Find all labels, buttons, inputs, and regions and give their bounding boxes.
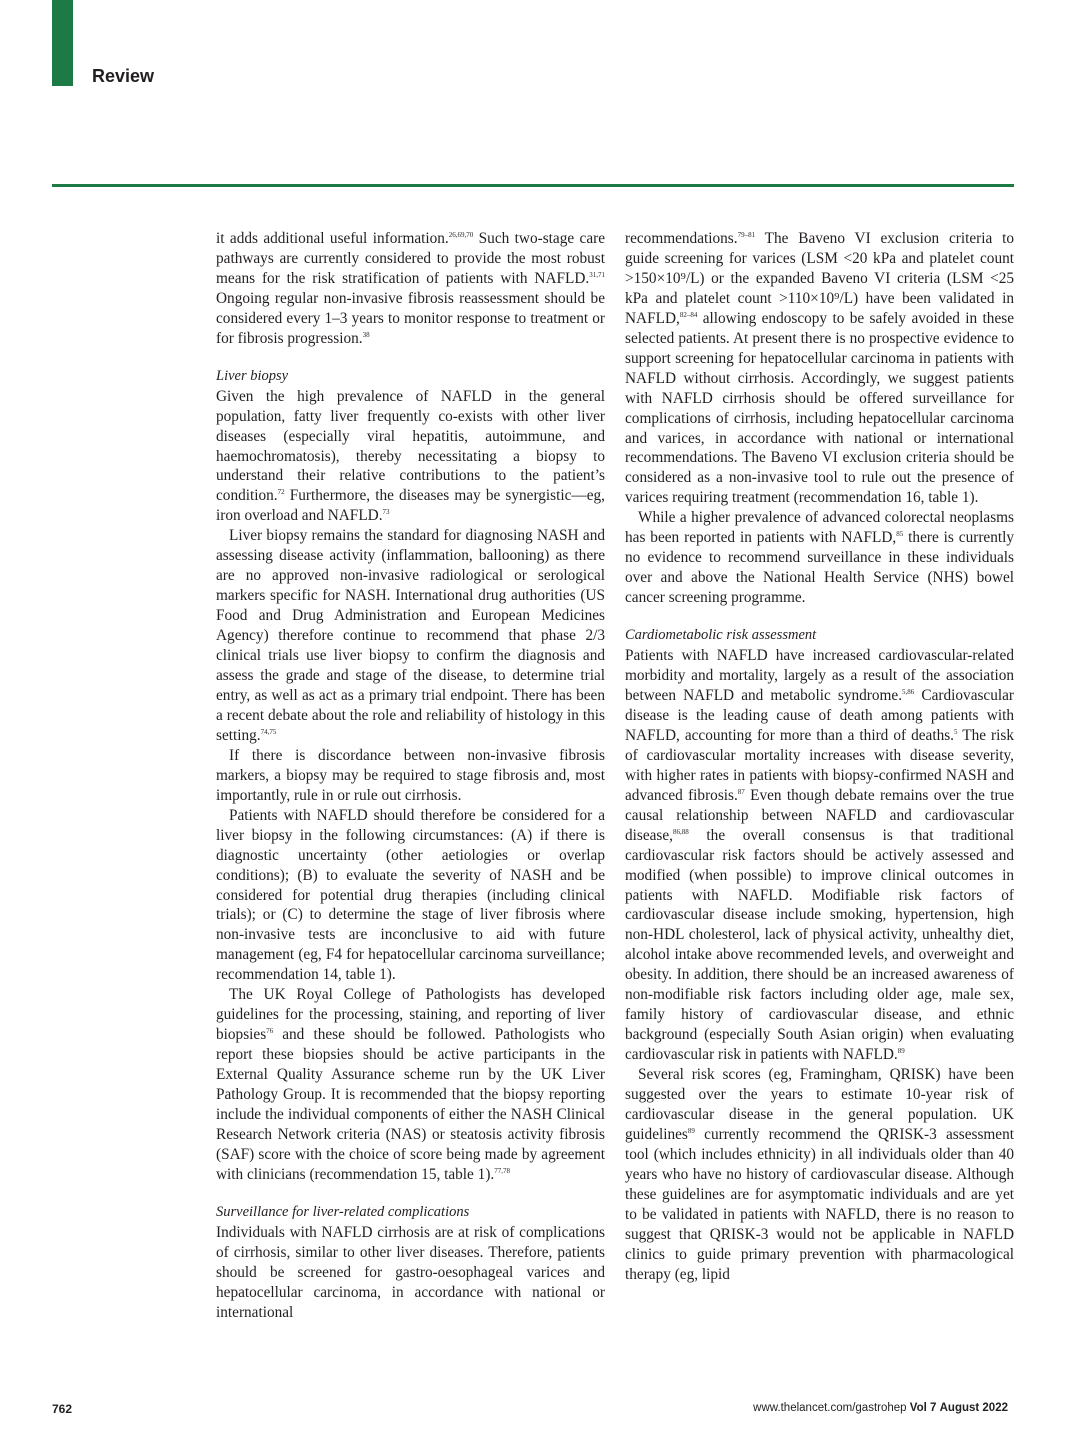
citation: 89	[897, 1047, 905, 1056]
paragraph: it adds additional useful information.$^{26,69,70}$ Such two-stage care pathways are currently considered to provide the most robust means for the risk stratification of patients with NAFLD.$^{31,71}$ Ongoing regular non-invasive fibrosis reassessment should be considered every 1–3 years to monitor response to treatment or for fibrosis progression.$^{38}$	[216, 230, 606, 347]
citation: 72	[277, 488, 285, 497]
citation: 82–84	[679, 310, 698, 319]
paragraph: recommendations.$^{79-81}$ The Baveno VI exclusion criteria to guide screening for varices (LSM <20 kPa and platelet count >150×10⁹/L) or the expanded Baveno VI criteria (LSM <25 kPa and platelet count >110×10⁹/L) have been validated in NAFLD,$^{82-84}$ allowing endoscopy to be safely avoided in these selected patients. At present there is no prospective evidence to support screening for hepatocellular carcinoma in patients with NAFLD without cirrhosis. Accordingly, we suggest patients with NAFLD cirrhosis should be offered surveillance for complications of cirrhosis, including hepatocellular carcinoma and varices, in accordance with national or international recommendations. The Baveno VI exclusion criteria should be considered as a non-invasive tool to rule out the presence of varices requiring treatment (recommendation 16, table 1).	[625, 230, 1014, 507]
paragraph: Liver biopsy remains the standard for diagnosing NASH and assessing disease activity (inflammation, ballooning) as there are no approved non-invasive radiological or serological markers specific for NASH. International drug authorities (US Food and Drug Administration and European Medicines Agency) therefore continue to recommend that phase 2/3 clinical trials use liver biopsy to confirm the diagnosis and assess the grade and stage of the disease, to determine trial entry, as well as act as a primary trial endpoint. There has been a recent debate about the role and reliability of histology in this setting.$^{74,75}$	[216, 527, 605, 744]
citation: 74,75	[260, 727, 277, 736]
volume: Vol 7	[909, 1402, 937, 1414]
paragraph: Individuals with NAFLD cirrhosis are at risk of complications of cirrhosis, similar to other liver diseases. Therefore, patients should be screened for gastro-oesophageal varices and hepatocellular carcinoma, in accordance with national or international	[216, 1223, 605, 1321]
journal-url-link[interactable]: www.thelancet.com/gastrohep	[753, 1402, 907, 1414]
citation: 89	[687, 1126, 695, 1135]
citation: 85	[896, 530, 904, 539]
section-color-bar	[52, 0, 73, 86]
header-rule	[52, 184, 1014, 187]
paragraph: Given the high prevalence of NAFLD in the general population, fatty liver frequently co-exists with other liver diseases (especially viral hepatitis, autoimmune, and haemochromatosis), thereby necessitating a biopsy to understand their relative contributions to the patient’s condition.$^{72}$ Furthermore, the diseases may be synergistic—eg, iron overload and NAFLD.$^{73}$	[216, 387, 605, 525]
issue-date: August 2022	[939, 1402, 1008, 1414]
subheading-liver-biopsy: Liver biopsy	[216, 367, 289, 384]
paragraph: The UK Royal College of Pathologists has developed guidelines for the processing, staining, and reporting of liver biopsies$^{76}$ and these should be followed. Pathologists who report these biopsies should be active participants in the External Quality Assurance scheme run by the UK Liver Pathology Group. It is recommended that the biopsy reporting include the individual components of either the NASH Clinical Research Network criteria (NAS) or steatosis activity fibrosis (SAF) score with the choice of score being made by agreement with clinicians (recommendation 15, table 1).$^{77,78}$	[216, 986, 605, 1183]
subheading-surveillance: Surveillance for liver-related complications	[216, 1203, 470, 1220]
journal-footer	[753, 1402, 1008, 1414]
citation: 79–81	[737, 230, 756, 239]
paragraph: If there is discordance between non-invasive fibrosis markers, a biopsy may be required to stage fibrosis and, most importantly, rule in or rule out cirrhosis.	[216, 746, 605, 804]
paragraph: Patients with NAFLD have increased cardiovascular-related morbidity and mortality, largely as a result of the association between NAFLD and metabolic syndrome.$^{5,86}$ Cardiovascular disease is the leading cause of death among patients with NAFLD, accounting for more than a third of deaths.$^5$ The risk of cardiovascular mortality increases with disease severity, with higher rates in patients with biopsy-confirmed NASH and advanced fibrosis.$^{87}$ Even though debate remains over the true causal relationship between NAFLD and cardiovascular disease,$^{86,88}$ the overall consensus is that traditional cardiovascular risk factors should be actively assessed and modified (when possible) to improve clinical outcomes in patients with NAFLD. Modifiable risk factors of cardiovascular disease include smoking, hypertension, high non-HDL cholesterol, lack of physical activity, unhealthy diet, alcohol intake above recommended levels, and overweight and obesity. In addition, there should be an increased awareness of non-modifiable risk factors including older age, male sex, family history of cardiovascular disease, and ethnic background (especially South Asian origin) when evaluating cardiovascular risk in patients with NAFLD.$^{89}$	[625, 647, 1015, 1064]
citation: 5,86	[902, 687, 915, 696]
paragraph: Patients with NAFLD should therefore be considered for a liver biopsy in the following circumstances: (A) if there is diagnostic uncertainty (other aetiologies or overlap conditions); (B) to evaluate the severity of NASH and be considered for potential drug therapies (including clinical trials); or (C) to determine the stage of liver fibrosis where non-invasive tests are inconclusive to aid with future management (eg, F4 for hepatocellular carcinoma surveillance; recommendation 14, table 1).	[216, 806, 605, 984]
citation: 76	[266, 1027, 274, 1036]
citation: 26,69,70	[448, 230, 474, 239]
citation: 73	[382, 508, 390, 517]
citation: 5	[954, 727, 958, 736]
paragraph: Several risk scores (eg, Framingham, QRISK) have been suggested over the years to estimate 10-year risk of cardiovascular disease in the general population. UK guidelines$^{89}$ currently recommend the QRISK-3 assessment tool (which includes ethnicity) in all individuals older than 40 years who have no history of cardiovascular disease. Although these guidelines are for asymptomatic individuals and are yet to be validated in patients with NAFLD, there is no reason to suggest that QRISK-3 would not be applicable in NAFLD clinics to guide primary prevention with pharmacological therapy (eg, lipid	[625, 1066, 1014, 1283]
right-column	[625, 229, 1014, 1285]
paragraph: While a higher prevalence of advanced colorectal neoplasms has been reported in patients with NAFLD,$^{85}$ there is currently no evidence to recommend surveillance in these individuals over and above the National Health Service (NHS) bowel cancer screening programme.	[625, 509, 1014, 607]
citation: 38	[362, 330, 370, 339]
page-number: 762	[52, 1402, 73, 1416]
left-column	[216, 229, 605, 1323]
citation: 86,88	[673, 827, 689, 836]
citation: 87	[737, 787, 745, 796]
subheading-cardiometabolic: Cardiometabolic risk assessment	[625, 627, 817, 644]
citation: 31,71	[589, 270, 605, 279]
section-label: Review	[92, 66, 155, 86]
citation: 77,78	[494, 1166, 510, 1175]
